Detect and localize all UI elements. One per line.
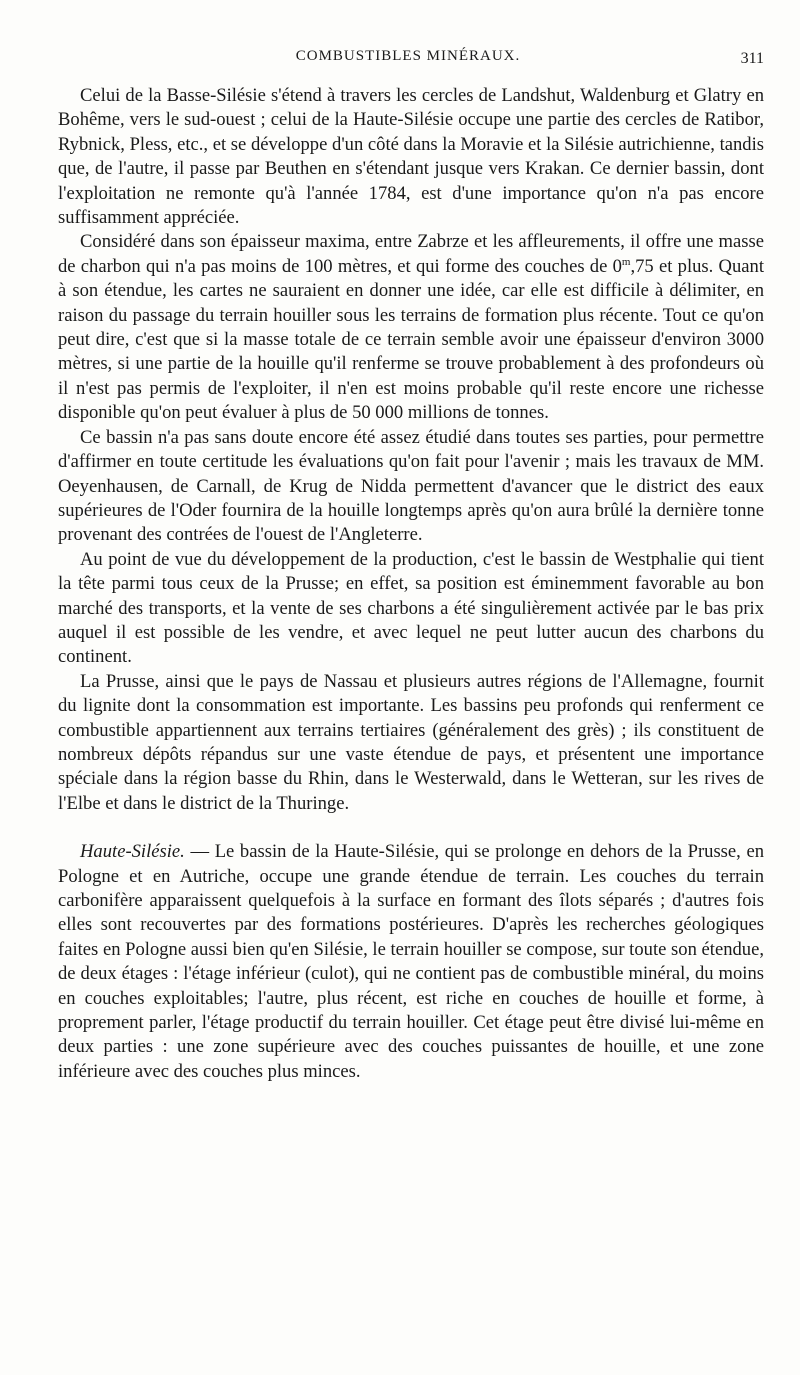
page-number: 311 [740,50,764,67]
running-head [52,48,764,72]
paragraph-3: Ce bassin n'a pas sans doute encore été assez étudié dans toutes ses parties, pour permettre d'affirmer en toute certitude les évaluations qu'on fait pour l'avenir ; mais les travaux de MM. Oeyenhausen, de Carnall, de Krug de Nidda permettent d'avancer que le district des eaux supérieures de l'Oder fournira de la houille longtemps après qu'on aura brûlé la dernière tonne provenant des contrées de l'ouest de l'Angleterre. [58,426,764,546]
section-title: Haute-Silésie. [80,841,185,863]
paragraph-2-part-2: ,75 et plus. Quant à son étendue, les cartes ne sauraient en donner une idée, car elle est difficile à délimiter, en raison du passage du terrain houiller sous les terrains de formation plus récente. Tout ce qu'on peut dire, c'est que si la masse totale de ce terrain semble avoir une épaisseur d'environ 3000 mètres, si une partie de la houille qu'il renferme se trouve probablement à des profondeurs où il n'est pas permis de l'exploiter, il n'en est moins probable qu'il reste encore une richesse disponible qu'on peut évaluer à plus de 50 000 millions de tonnes. [58,255,764,424]
body-text [58,84,764,1084]
paragraph-4: Au point de vue du développement de la production, c'est le bassin de Westphalie qui tient la tête parmi tous ceux de la Prusse; en effet, sa position est éminemment favorable au bon marché des transports, et la vente de ses charbons a été singulièrement activée par le bas prix auquel il est possible de les vendre, et avec lequel ne peut lutter aucun des charbons du continent. [58,548,764,668]
paragraph-2-part-1: Considéré dans son épaisseur maxima, entre Zabrze et les affleurements, il offre une masse de charbon qui n'a pas moins de 100 mètres, et qui forme des couches de 0 [58,231,764,277]
section-text: — Le bassin de la Haute-Silésie, qui se prolonge en dehors de la Prusse, en Pologne et en Autriche, occupe une grande étendue de terrain. Les couches du terrain carbonifère apparaissent quelquefois à la surface en formant des îlots séparés ; d'autres fois elles sont recouvertes par des formations postérieures. D'après les recherches géologiques faites en Pologne aussi bien qu'en Silésie, le terrain houiller se compose, sur toute son étendue, de deux étages : l'étage inférieur (culot), qui ne contient pas de combustible minéral, du moins en couches exploitables; l'autre, plus récent, est riche en couches de houille et forme, à proprement parler, l'étage productif du terrain houiller. Cet étage peut être divisé lui-même en deux parties : une zone supérieure avec des couches puissantes de houille, et une zone inférieure avec des couches plus minces. [58,841,764,1082]
section-haute-silesie [58,840,764,1084]
unit-superscript: m [621,255,631,268]
running-title: COMBUSTIBLES MINÉRAUX. [295,48,521,64]
paragraph-1: Celui de la Basse-Silésie s'étend à travers les cercles de Landshut, Waldenburg et Glatry en Bohême, vers le sud-ouest ; celui de la Haute-Silésie occupe une partie des cercles de Ratibor, Rybnick, Pless, etc., et se développe d'un côté dans la Moravie et la Silésie autrichienne, tandis que, de l'autre, il passe par Beuthen en s'étendant jusque vers Krakan. Ce dernier bassin, dont l'exploitation ne remonte qu'à l'année 1784, est d'une importance qu'on n'a pas encore suffisamment appréciée. [58,85,764,229]
paragraph-2 [58,230,764,425]
paragraph-5: La Prusse, ainsi que le pays de Nassau et plusieurs autres régions de l'Allemagne, fournit du lignite dont la consommation est importante. Les bassins peu profonds qui renferment ce combustible appartiennent aux terrains tertiaires (généralement des grès) ; ils constituent de nombreux dépôts répandus sur une vaste étendue de pays, et présentent une importance spéciale dans la région basse du Rhin, dans le Westerwald, dans le Wetteran, sur les rives de l'Elbe et dans le district de la Thuringe. [58,670,764,814]
